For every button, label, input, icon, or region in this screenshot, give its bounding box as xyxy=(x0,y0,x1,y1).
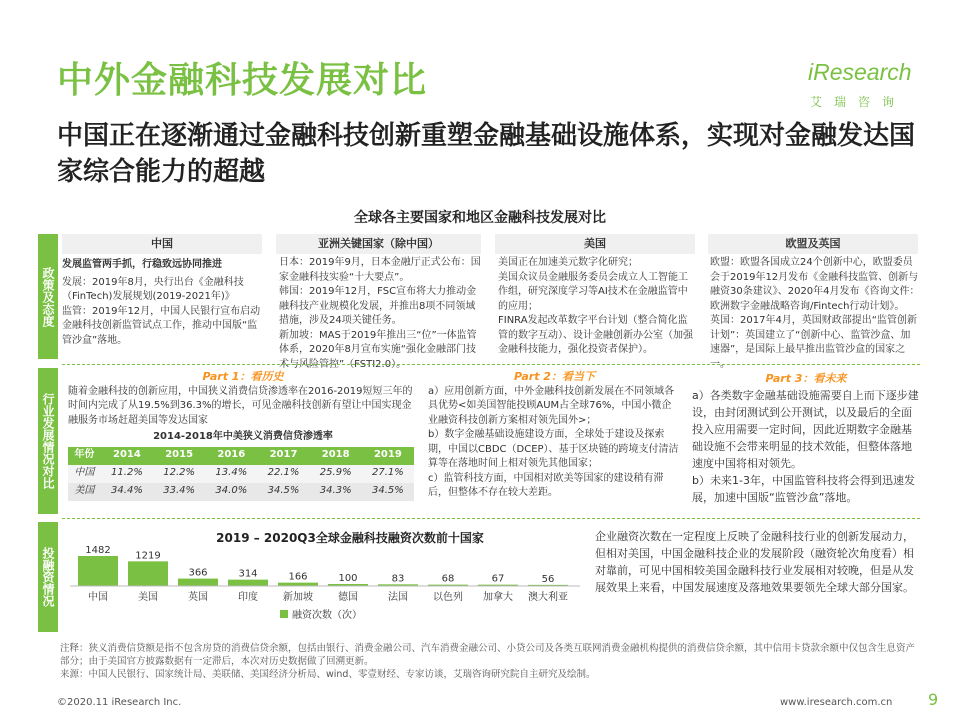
bar-value-label: 68 xyxy=(441,573,455,585)
table-header-row xyxy=(68,447,414,465)
part2-line: c）监管科技方面，中国相对欧美等国家的建设稍有滞后，但整体不存在较大差距。 xyxy=(428,472,664,498)
page-title: 中外金融科技发展对比 xyxy=(57,60,428,101)
bar xyxy=(178,579,218,586)
table-cell: 2017 xyxy=(257,447,309,465)
website-link[interactable]: www.iresearch.com.cn xyxy=(780,697,893,708)
policy-china-line: 发展：2019年8月，央行出台《金融科技（FinTech)发展规划(2019-2021年)》 xyxy=(62,276,244,302)
part1-table-title: 2014-2018年中美狭义消费信贷渗透率 xyxy=(153,431,333,442)
copyright: ©2020.11 iResearch Inc. xyxy=(57,697,182,708)
side-label-policy: 政策及态度 xyxy=(38,234,58,359)
col-head-usa: 美国 xyxy=(495,234,695,254)
table-cell: 2016 xyxy=(205,447,257,465)
category-label: 澳大利亚 xyxy=(528,592,568,603)
table-cell: 中国 xyxy=(68,465,101,483)
col-head-asia: 亚洲关键国家（除中国） xyxy=(276,234,481,254)
bar-value-label: 67 xyxy=(491,573,505,585)
table-cell: 美国 xyxy=(68,483,101,501)
category-label: 以色列 xyxy=(433,592,463,603)
col-head-china: 中国 xyxy=(62,234,262,254)
category-label: 德国 xyxy=(338,592,358,603)
table-cell: 34.0% xyxy=(205,483,257,501)
policy-china-line: 监管：2019年12月，中国人民银行宣布启动金融科技创新监管试点工作，推动中国版“监管沙盒”落地。 xyxy=(62,305,261,346)
industry-part1 xyxy=(68,370,418,501)
table-cell: 34.5% xyxy=(257,483,309,501)
table-cell: 2018 xyxy=(310,447,362,465)
policy-usa-line: 美国正在加速美元数字化研究； xyxy=(498,257,638,268)
table-cell: 2014 xyxy=(101,447,153,465)
table-cell: 25.9% xyxy=(310,465,362,483)
section-title: 全球各主要国家和地区金融科技发展对比 xyxy=(354,210,606,226)
bar xyxy=(278,583,318,586)
bar-value-label: 83 xyxy=(391,573,405,585)
category-label: 美国 xyxy=(138,592,158,603)
bar-value-label: 100 xyxy=(338,572,358,584)
bar xyxy=(228,580,268,586)
category-label: 印度 xyxy=(238,592,258,603)
policy-asia xyxy=(279,256,481,372)
table-cell: 22.1% xyxy=(257,465,309,483)
iresearch-logo xyxy=(790,55,920,125)
page-subtitle: 中国正在逐渐通过金融科技创新重塑金融基础设施体系，实现对金融发达国家综合能力的超越 xyxy=(57,121,916,187)
policy-china xyxy=(62,258,262,348)
table-cell: 27.1% xyxy=(362,465,414,483)
table-cell: 2019 xyxy=(362,447,414,465)
policy-eu xyxy=(710,256,920,372)
policy-usa xyxy=(498,256,696,358)
logo-word: iResearch xyxy=(808,59,912,85)
table-cell: 34.4% xyxy=(101,483,153,501)
table-cell: 34.5% xyxy=(362,483,414,501)
policy-china-line: 发展监管两手抓，行稳致远协同推进 xyxy=(62,259,222,270)
footnote xyxy=(60,642,920,681)
part3-title: Part 3：看未来 xyxy=(765,372,847,385)
bar-value-label: 166 xyxy=(288,571,308,583)
policy-usa-line: FINRA发起改革数字平台计划（整合简化监管的数字互动）、设计金融创新办公室（加强金融科技能力，强化投资者保护）。 xyxy=(498,315,693,355)
bar-value-label: 314 xyxy=(238,568,258,580)
legend-label: 融资次数（次） xyxy=(292,610,362,621)
bar xyxy=(78,556,118,586)
bar-value-label: 1219 xyxy=(135,550,161,562)
side-label-finance: 投融资情况 xyxy=(38,522,58,632)
part3-line: a）各类数字金融基础设施需要自上而下逐步建设，由封闭测试到公开测试，以及最后的全面投入应用需要一定时间，因此近期数字金融基础设施不会带来明显的技术效能，但整体落地速度中国将相对领先。 xyxy=(692,389,919,470)
funding-bar-chart xyxy=(70,544,590,628)
bar-value-label: 56 xyxy=(541,573,555,585)
policy-eu-line: 英国：2017年4月，英国财政部提出“监管创新计划”：英国建立了“创新中心、监管沙盒、加速器”，是国际上最早推出监管沙盒的国家之一。 xyxy=(710,315,917,370)
industry-part2 xyxy=(428,370,681,501)
penetration-table xyxy=(68,447,414,501)
table-cell: 34.3% xyxy=(310,483,362,501)
part3-line: b）未来1-3年，中国监管科技将会得到迅速发展，加速中国版“监管沙盒”落地。 xyxy=(692,474,915,504)
logo-sub: 艾瑞咨询 xyxy=(810,95,907,109)
legend-swatch xyxy=(280,610,288,618)
table-cell: 13.4% xyxy=(205,465,257,483)
policy-asia-line: 新加坡：MAS于2019年推出三“位”一体监管体系，2020年8月宣布实施“强化金融部门技术与风险管控”（FSTI2.0）。 xyxy=(279,329,477,370)
part2-title: Part 2：看当下 xyxy=(514,370,595,383)
page-number: 9 xyxy=(928,690,939,709)
part1-title: Part 1：看历史 xyxy=(202,370,284,383)
divider xyxy=(62,518,920,519)
category-label: 加拿大 xyxy=(483,592,513,603)
chart-title: 2019 – 2020Q3全球金融科技融资次数前十国家 xyxy=(216,531,484,545)
side-label-industry: 行业发展情况对比 xyxy=(38,368,58,514)
table-cell: 11.2% xyxy=(101,465,153,483)
policy-usa-line: 美国众议员金融服务委员会成立人工智能工作组，研究深度学习等AI技术在金融监管中的应用； xyxy=(498,271,688,312)
category-label: 英国 xyxy=(188,592,208,603)
policy-asia-line: 韩国：2019年12月，FSC宣布将大力推动金融科技产业规模化发展，并推出8项不同领域措施，涉及24项关键任务。 xyxy=(279,286,477,326)
bar-value-label: 366 xyxy=(188,567,208,579)
part1-text: 随着金融科技的创新应用，中国狭义消费信贷渗透率在2016-2019短短三年的时间内完成了从19.5%到36.3%的增长，可见金融科技创新有望让中国实现金融服务市场赶超美国等发达国家 xyxy=(68,385,413,426)
table-cell: 2015 xyxy=(153,447,205,465)
policy-eu-line: 欧盟：欧盟各国成立24个创新中心，欧盟委员会于2019年12月发布《金融科技监管、创新与融资30条建议》、2020年4月发布《咨询文件：欧洲数字金融战略咨询/Fintech行动计划》。 xyxy=(710,257,920,312)
category-label: 法国 xyxy=(388,592,408,603)
divider xyxy=(62,364,920,365)
bar xyxy=(128,561,168,586)
footnote-note: 注释：狭义消费信贷额是指不包含房贷的消费信贷余额，包括由银行、消费金融公司、汽车消费金融公司、小贷公司及各类互联网消费金融机构提供的消费信贷余额，其中信用卡贷款余额中仅包含生息资产部分；由于美国官方披露数据有一定滞后，本次对历史数据做了回溯更新。 xyxy=(60,643,916,667)
table-cell: 12.2% xyxy=(153,465,205,483)
policy-asia-line: 日本：2019年9月，日本金融厅正式公布：国家金融科技实验“十大要点”。 xyxy=(279,257,481,283)
table-row xyxy=(68,483,414,501)
col-head-eu: 欧盟及英国 xyxy=(708,234,918,254)
industry-part3 xyxy=(692,370,920,506)
part2-line: a）应用创新方面，中外金融科技创新发展在不同领域各具优势<如美国智能投顾AUM占全球76%，中国小微企业融资科技创新方案相对领先国外>； xyxy=(428,385,675,426)
part2-line: b）数字金融基础设施建设方面，全球处于建设及探索期，中国以CBDC（DCEP）、基于区块链的跨境支付清洁算等在落地时间上相对领先其他国家； xyxy=(428,429,679,469)
category-label: 中国 xyxy=(88,592,108,603)
table-cell: 33.4% xyxy=(153,483,205,501)
table-cell: 年份 xyxy=(68,447,101,465)
finance-text: 企业融资次数在一定程度上反映了金融科技行业的创新发展动力，但相对美国，中国金融科技企业的发展阶段（融资轮次角度看）相对靠前，可见中国相较美国金融科技行业发展相对较晚，但是从发展效果上来看，中国发展速度及落地效果要领先全球大部分国家。 xyxy=(595,530,914,594)
category-label: 新加坡 xyxy=(283,592,313,603)
footnote-source: 来源：中国人民银行、国家统计局、美联储、美国经济分析局、wind、零壹财经、专家访谈，艾瑞咨询研究院自主研究及绘制。 xyxy=(60,669,596,680)
bar-value-label: 1482 xyxy=(85,545,111,556)
table-row xyxy=(68,465,414,483)
